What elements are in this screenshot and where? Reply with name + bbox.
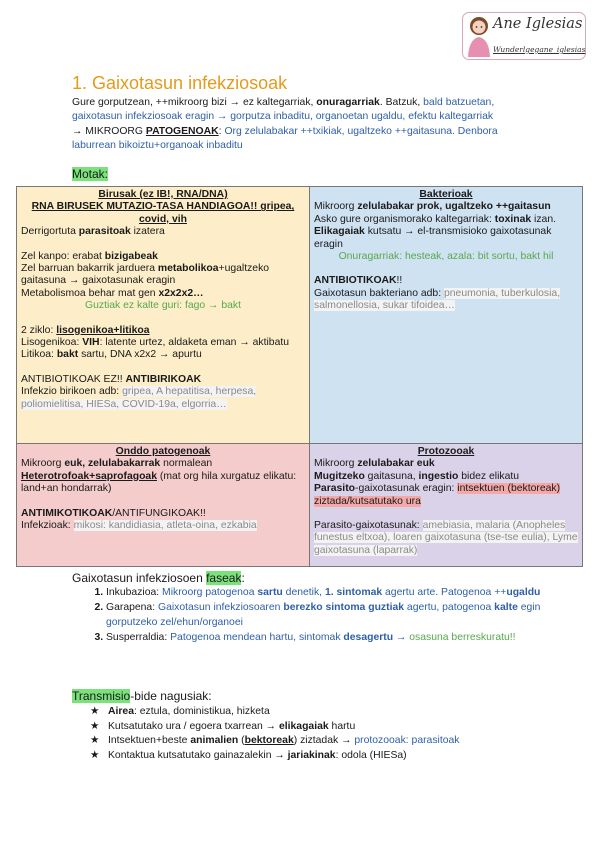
bakterioak-line: Asko gure organismorako kaltegarriak: toxinak izan. <box>314 213 556 225</box>
list-item: ★ Kontaktua kutsatutako gainazalekin → jariakinak: odola (HIESa) <box>90 749 540 764</box>
intro-paragraph <box>72 96 542 153</box>
birusak-line: Derrigortuta parasitoak izatera <box>21 226 165 238</box>
intro-bold: onuragarriak <box>316 97 380 108</box>
onddo-header: Onddo patogenoak <box>115 446 211 457</box>
author-logo <box>462 12 586 60</box>
avatar-icon <box>465 15 493 57</box>
intro-patogenoak: PATOGENOAK <box>145 125 219 137</box>
protozooak-cell <box>309 443 583 567</box>
list-item: 2. Garapena: Gaixotasun infekziosoaren berezko sintoma guztiak agertu, patogenoa kalte egin gorputzeko zel/ehun/organoei <box>106 601 556 630</box>
bakterioak-header: Bakterioak <box>419 189 473 200</box>
list-item: ★ Intsektuen+beste animalien (bektoreak) ziztadak → protozooak: parasitoak <box>90 734 540 749</box>
list-item: 3. Susperraldia: Patogenoa mendean hartu, sintomak desagertu → osasuna berreskuratu!! <box>106 631 556 645</box>
intro-text: → MIKROORG <box>72 125 146 137</box>
intro-text: : <box>218 125 225 137</box>
star-bullet-icon: ★ <box>90 735 100 747</box>
protozooak-line: Parasito-gaixotasunak eragin: intsektuen (bektoreak) ziztada/kutsatutako ura <box>314 483 561 507</box>
intro-blue-text: bald batzuetan, gaixotasun infekziosoak eragin → gorputza inbaditu, organoetan ugaldu, efektu kaltegarriak <box>72 97 495 123</box>
birusak-line: Litikoa: bakt sartu, DNA x2x2 → apurtu <box>21 349 202 361</box>
onddo-line: Infekzioak: mikosi: kandidiasia, atleta-oina, ezkabia <box>21 520 257 532</box>
birusak-line: Zel kanpo: erabat bizigabeak <box>21 250 158 262</box>
intro-text: . Batzuk, <box>379 97 424 108</box>
birusak-rna: RNA BIRUSEK MUTAZIO-TASA HANDIAGOA!! gripea, covid, vih <box>31 201 295 225</box>
bakterioak-onuragarriak: Onuragarriak: hesteak, azala: bit sortu, bakt hil <box>338 251 554 263</box>
birusak-fago: Guztiak ez kalte guri: fago → bakt <box>85 300 241 312</box>
intro-text: Gure gorputzean, ++mikroorg bizi → ez kaltegarriak, <box>72 97 317 108</box>
birusak-line: Zel barruan bakarrik jarduera metabolikoa+ugaltzeko gaitasuna → gaixotasunak eragin <box>21 263 270 287</box>
motak-heading <box>72 168 108 182</box>
transmisio-list <box>90 705 540 763</box>
birusak-line: 2 ziklo: lisogenikoa+litikoa <box>21 324 150 336</box>
onddo-line: Heterotrofoak+saprofagoak (mat org hila xurgatuz elikatu: land+an hondarrak) <box>21 470 297 495</box>
protozooak-line: Mugitzeko gaitasuna, ingestio bidez elikatu <box>314 470 520 482</box>
star-bullet-icon: ★ <box>90 720 100 732</box>
birusak-cell <box>16 186 310 444</box>
intro-blue-text: Org zelulabakar ++txikiak, ugaltzeko ++gaitasuna. Denbora laburrean bikoiztu+organoak inbaditu <box>72 125 498 151</box>
birusak-line: ANTIBIOTIKOAK EZ!! ANTIBIRIKOAK <box>21 373 202 385</box>
bakterioak-line: Elikagaiak kutsatu → el-transmisioko gaixotasunak eragin <box>314 226 552 250</box>
list-item: ★ Airea: eztula, doministikua, hizketa <box>90 705 540 720</box>
list-item: 1. Inkubazioa: Mikroorg patogenoa sartu denetik, 1. sintomak agertu arte. Patogenoa ++ugaldu <box>106 586 556 600</box>
protozooak-line: Mikroorg zelulabakar euk <box>314 458 435 470</box>
transmisio-heading: Transmisio-bide nagusiak: <box>72 689 212 703</box>
star-bullet-icon: ★ <box>90 749 100 761</box>
faseak-list <box>84 586 556 646</box>
bakterioak-cell <box>309 186 583 444</box>
page-title: 1. Gaixotasun infekziosoak <box>72 73 288 93</box>
birusak-header: Birusak (ez IB!, RNA/DNA) <box>98 189 228 200</box>
faseak-heading: Gaixotasun infekziosoen faseak: <box>72 571 245 585</box>
list-item: ★ Kutsatutako ura / egoera txarrean → elikagaiak hartu <box>90 720 540 735</box>
protozooak-line: Parasito-gaixotasunak: amebiasia, malaria (Anopheles funestus eltxoa), loaren gaixotasuna (tse-tse eulia), Lyme gaixotasuna (laparrak) <box>314 520 578 556</box>
onddo-line: ANTIMIKOTIKOAK/ANTIFUNGIKOAK!! <box>21 507 206 519</box>
onddo-cell <box>16 443 310 567</box>
birusak-line: Metabolismoa behar mat gen x2x2x2… <box>21 287 204 299</box>
birusak-line: Infekzio birikoen adb: gripea, A hepatitisa, herpesa, poliomielitisa, HIESa, COVID-19a, elgorria… <box>21 386 257 410</box>
star-bullet-icon: ★ <box>90 706 100 717</box>
logo-name: Ane Iglesias <box>493 16 583 32</box>
birusak-line: Lisogenikoa: VIH: latente urtez, aldaketa eman → aktibatu <box>21 337 290 349</box>
protozooak-header: Protozooak <box>417 446 475 457</box>
onddo-line: Mikroorg euk, zelulabakarrak normalean <box>21 458 213 470</box>
bakterioak-line: Gaixotasun bakteriano adb: pneumonia, tuberkulosia, salmonellosia, sukar tifoidea… <box>314 287 561 312</box>
bakterioak-line: ANTIBIOTIKOAK!! <box>314 275 403 287</box>
logo-subtitle: Wunderlgegane_iglesias <box>493 45 586 54</box>
bakterioak-line: Mikroorg zelulabakar prok, ugaltzeko ++gaitasun <box>314 201 551 213</box>
motak-label: Motak: <box>72 167 109 181</box>
